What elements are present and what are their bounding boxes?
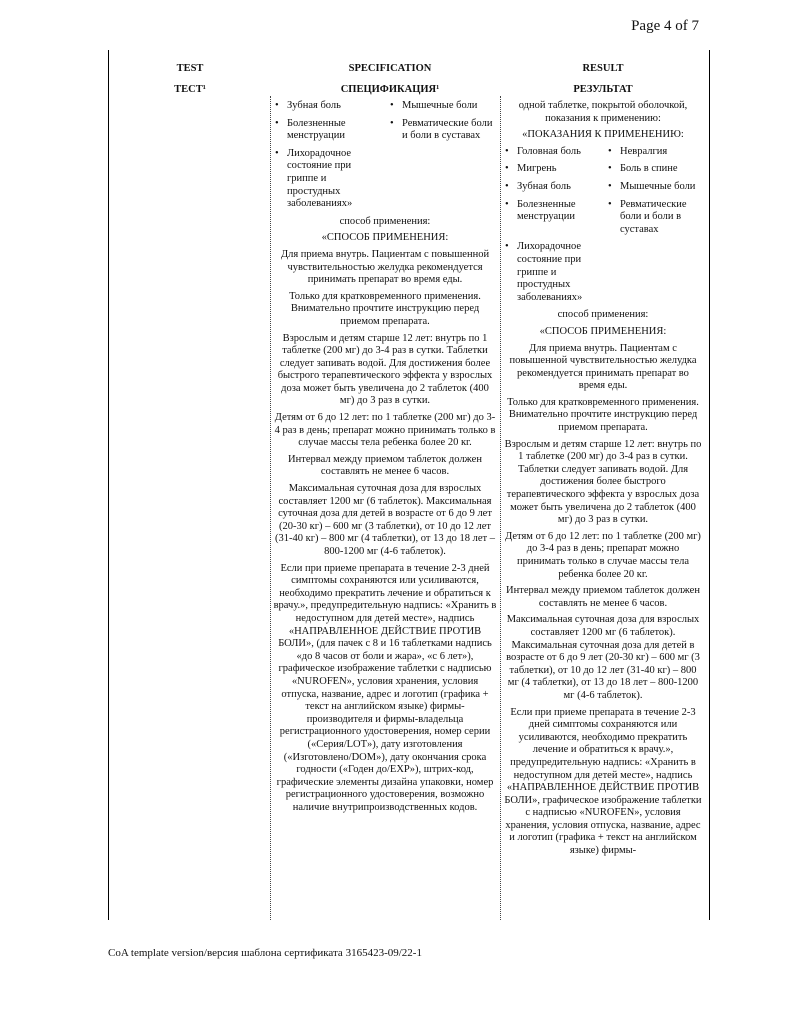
list-item: • Мышечные боли: [388, 100, 497, 113]
list-item: • Ревматические боли и боли в суставах: [606, 199, 703, 237]
paragraph: Если при приеме препарата в течение 2-3 дней симптомы сохраняются или усиливаются, необходимо прекратить лечение и обратиться к врачу.», предупредительную надпись: «Хранить в недоступном для детей месте», надпись «НАПРАВЛЕННОЕ ДЕЙСТВИЕ ПРОТИВ БОЛИ», (для пачек с 8 и 16 таблетками надпись «до 8 часов от боли и жара», «с 6 лет»), графическое изображение таблетки с надписью «NUROFEN», условия хранения, условия отпуска, название, адрес и логотип (графика + текст на английском языке) фирмы-производителя и фирмы-владельца регистрационного удостоверения, номер серии («Серия/LOT»), дату изготовления («Изготовлено/DOM»), дату окончания срока годности («Годен до/EXP»), штрих-код, графические элементы дизайна упаковки, номер регистрационного удостоверения, возможно наличие внутрипроизводственных кодов.: [273, 562, 497, 813]
paragraph: одной таблетке, покрытой оболочкой, показания к применению:: [518, 100, 688, 124]
paragraph: Интервал между приемом таблеток должен составлять не менее 6 часов.: [288, 453, 482, 478]
list-item: • Ревматические боли и боли в суставах: [388, 118, 497, 143]
paragraph: способ применения:: [557, 309, 649, 321]
paragraph: Детям от 6 до 12 лет: по 1 таблетке (200 мг) до 3-4 раз в день; препарат можно принимать только в случае массы тела ребенка более 20 кг.: [505, 530, 701, 580]
header-spec-en: SPECIFICATION: [348, 63, 432, 74]
paragraph: Взрослым и детям старше 12 лет: внутрь по 1 таблетке (200 мг) до 3-4 раз в сутки. Таблетки следует запивать водой. Для достижения более быстрого терапевтического эффекта у взрослых доза может быть увеличена до 2 таблеток (400 мг) до 3 раз в сутки.: [504, 438, 702, 526]
column-divider-right: [500, 96, 501, 920]
paragraph: Для приема внутрь. Пациентам с повышенной чувствительностью желудка рекомендуется принимать препарат во время еды.: [280, 248, 490, 286]
paragraph: Взрослым и детям старше 12 лет: внутрь по 1 таблетке (200 мг) до 3-4 раз в сутки. Таблетки следует запивать водой. Для достижения более быстрого терапевтического эффекта у взрослых доза может быть увеличена до 2 таблеток (400 мг) до 3 раз в сутки.: [277, 332, 493, 407]
paragraph: Максимальная суточная доза для взрослых составляет 1200 мг (6 таблеток). Максимальная суточная доза для детей в возрасте от 6 до 9 лет (20-30 кг) – 600 мг (3 таблетки), от 10 до 12 лет (31-40 кг) – 800 мг (4 таблетки), от 13 до 18 лет – 800-1200 мг (4-6 таблеток).: [506, 614, 700, 701]
list-item: • Мышечные боли: [606, 181, 703, 194]
list-item: • Невралгия: [606, 146, 703, 159]
header-result-ru: РЕЗУЛЬТАТ: [573, 84, 633, 95]
paragraph: «СПОСОБ ПРИМЕНЕНИЯ:: [539, 325, 667, 337]
result-bullet-list: [503, 146, 703, 305]
paragraph: «ПОКАЗАНИЯ К ПРИМЕНЕНИЮ:: [522, 129, 684, 141]
list-item: • Боль в спине: [606, 163, 703, 176]
list-item: • Зубная боль: [503, 181, 600, 194]
paragraph: Для приема внутрь. Пациентам с повышенной чувствительностью желудка рекомендуется принимать препарат во время еды.: [509, 342, 697, 392]
paragraph: Только для кратковременного применения. Внимательно прочтите инструкцию перед приемом препарата.: [289, 290, 481, 327]
list-item: • Зубная боль: [273, 100, 382, 113]
list-item: • Лихорадочное состояние при гриппе и простудных заболеваниях»: [273, 148, 382, 211]
list-item: • Болезненные менструации: [273, 118, 382, 143]
list-item: • Болезненные менструации: [503, 199, 600, 237]
list-item: • Головная боль: [503, 146, 600, 159]
paragraph: Интервал между приемом таблеток должен составлять не менее 6 часов.: [506, 585, 700, 609]
paragraph: «СПОСОБ ПРИМЕНЕНИЯ:: [321, 232, 449, 244]
list-item: • Лихорадочное состояние при гриппе и простудных заболеваниях»: [503, 241, 600, 304]
page-number: Page 4 of 7: [631, 18, 699, 34]
paragraph: Детям от 6 до 12 лет: по 1 таблетке (200 мг) до 3-4 раз в день; препарат можно принимать только в случае массы тела ребенка более 20 кг.: [274, 412, 496, 449]
spec-bullet-list: [273, 100, 497, 211]
header-test-ru: ТЕСТ¹: [174, 84, 206, 95]
header-result-en: RESULT: [582, 63, 624, 74]
header-spec-ru: СПЕЦИФИКАЦИЯ¹: [340, 84, 440, 95]
paragraph: Если при приеме препарата в течение 2-3 дней симптомы сохраняются или усиливаются, необходимо прекратить лечение и обратиться к врачу.», предупредительную надпись: «Хранить в недоступном для детей месте», надпись «НАПРАВЛЕННОЕ ДЕЙСТВИЕ ПРОТИВ БОЛИ», графическое изображение таблетки с надписью «NUROFEN», условия хранения, условия отпуска, название, адрес и логотип (графика + текст на английском языке) фирмы-: [504, 706, 702, 857]
list-item: • Мигрень: [503, 163, 600, 176]
column-divider-left: [270, 96, 271, 920]
header-test-en: TEST: [176, 63, 204, 74]
footer-template-version: CoA template version/версия шаблона сертификата 3165423-09/22-1: [108, 947, 422, 959]
spec-column: [273, 100, 497, 818]
paragraph: Максимальная суточная доза для взрослых составляет 1200 мг (6 таблеток). Максимальная суточная доза для детей в возрасте от 6 до 9 лет (20-30 кг) – 600 мг (3 таблетки), от 10 до 12 лет (31-40 кг) – 800 мг (4 таблетки), от 13 до 18 лет – 800-1200 мг (4-6 таблеток).: [275, 483, 495, 557]
paragraph: способ применения:: [339, 215, 431, 227]
result-column: [503, 100, 703, 862]
paragraph: Только для кратковременного применения. Внимательно прочтите инструкцию перед приемом препарата.: [507, 396, 699, 434]
